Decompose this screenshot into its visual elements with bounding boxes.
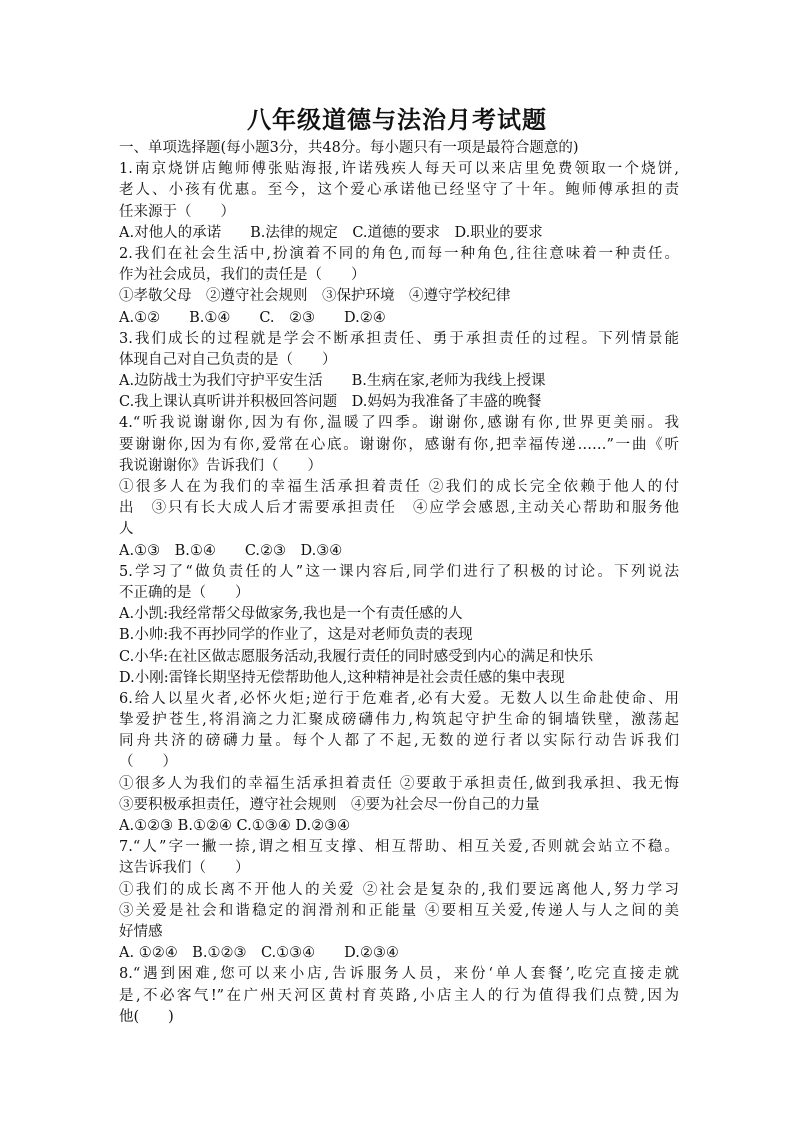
text-line: 同舟共济的磅礴力量。每个人都了不起,无数的逆行者以实际行动告诉我们 xyxy=(119,733,679,750)
text-line: 要谢谢你,因为有你,爱常在心底。谢谢你，感谢有你,把幸福传递……”一曲《听 xyxy=(119,436,679,453)
text-line: 人 xyxy=(119,521,134,538)
text-line: 老人、小孩有优惠。至今，这个爱心承诺他已经坚守了十年。鲍师傅承担的责 xyxy=(119,182,679,199)
text-line: D.小刚:雷锋长期坚持无偿帮助他人,这种精神是社会责任感的集中表现 xyxy=(119,669,565,686)
text-line: 2.我们在社会生活中,扮演着不同的角色,而每一种角色,往往意味着一种责任。 xyxy=(119,245,679,262)
text-line: A.对他人的承诺 B.法律的规定 C.道德的要求 D.职业的要求 xyxy=(119,224,543,241)
text-line: 体现自己对自己负责的是（ ） xyxy=(119,351,337,368)
text-line: A.边防战士为我们守护平安生活 B.生病在家,老师为我线上授课 xyxy=(119,373,546,390)
text-line: 7.“人”字一撇一捺,谓之相互支撑、相互帮助、相互关爱,否则就会站立不稳。 xyxy=(119,839,679,856)
text-line: ①孝敬父母 ②遵守社会规则 ③保护环境 ④遵守学校纪律 xyxy=(119,288,511,305)
text-line: 出 ③只有长大成人后才需要承担责任 ④应学会感恩,主动关心帮助和服务他 xyxy=(119,500,679,517)
exam-content xyxy=(119,138,679,1028)
text-line: 是,不必客气!”在广州天河区黄村育英路,小店主人的行为值得我们点赞,因为 xyxy=(119,987,679,1004)
text-line: 1.南京烧饼店鲍师傅张贴海报,许诺残疾人每天可以来店里免费领取一个烧饼, xyxy=(119,161,679,178)
text-line: ①很多人为我们的幸福生活承担着责任 ②要敢于承担责任,做到我承担、我无悔 xyxy=(119,775,679,792)
text-line: ①很多人在为我们的幸福生活承担着责任 ②我们的成长完全依赖于他人的付 xyxy=(119,479,679,495)
text-line: 3.我们成长的过程就是学会不断承担责任、勇于承担责任的过程。下列情景能 xyxy=(119,330,679,347)
text-line: C.我上课认真听讲并积极回答问题 D.妈妈为我准备了丰盛的晚餐 xyxy=(119,394,542,411)
text-line: ③关爱是社会和谐稳定的润滑剂和正能量 ④要相互关爱,传递人与人之间的美 xyxy=(119,902,679,919)
text-line: ①我们的成长离不开他人的关爱 ②社会是复杂的,我们要远离他人,努力学习 xyxy=(119,881,679,898)
text-line: 8.“遇到困难,您可以来小店,告诉服务人员，来份‘单人套餐’,吃完直接走就 xyxy=(119,966,679,983)
text-line: A.小凯:我经常帮父母做家务,我也是一个有责任感的人 xyxy=(119,606,463,623)
text-line: A.①② B.①④ C. ②③ D.②④ xyxy=(119,309,386,326)
text-line: 5.学习了“做负责任的人”这一课内容后,同学们进行了积极的讨论。下列说法 xyxy=(119,563,679,580)
text-line: 我说谢谢你》告诉我们（ ） xyxy=(119,457,322,474)
text-line: ③要积极承担责任，遵守社会规则 ④要为社会尽一份自己的力量 xyxy=(119,796,540,813)
text-line: 一、单项选择题(每小题3分，共48分。每小题只有一项是最符合题意的) xyxy=(119,140,579,156)
text-line: 作为社会成员，我们的责任是（ ） xyxy=(119,267,366,284)
text-line: 好情感 xyxy=(119,923,163,940)
text-line: 他( ) xyxy=(119,1008,174,1025)
exam-title: 八年级道德与法治月考试题 xyxy=(247,105,547,134)
text-line: 挚爱护苍生,将涓滴之力汇聚成磅礴伟力,构筑起守护生命的铜墙铁壁，激荡起 xyxy=(119,712,679,729)
text-line: 这告诉我们（ ） xyxy=(119,860,250,877)
text-line: 不正确的是（ ） xyxy=(119,584,250,601)
text-line: C.小华:在社区做志愿服务活动,我履行责任的同时感受到内心的满足和快乐 xyxy=(119,648,594,665)
text-line: 6.给人以星火者,必怀火炬;逆行于危难者,必有大爱。无数人以生命赴使命、用 xyxy=(119,690,679,707)
text-line: A.①③ B.①④ C.②③ D.③④ xyxy=(119,542,343,559)
text-line: 4.“听我说谢谢你,因为有你,温暖了四季。谢谢你,感谢有你,世界更美丽。我 xyxy=(119,415,679,432)
text-line: B.小帅:我不再抄同学的作业了，这是对老师负责的表现 xyxy=(119,627,473,644)
text-line: A.①②③ B.①②④ C.①③④ D.②③④ xyxy=(119,818,351,834)
text-line: A. ①②④ B.①②③ C.①③④ D.②③④ xyxy=(119,945,399,962)
text-line: 任来源于（ ） xyxy=(119,203,235,220)
text-line: （ ） xyxy=(119,754,177,771)
